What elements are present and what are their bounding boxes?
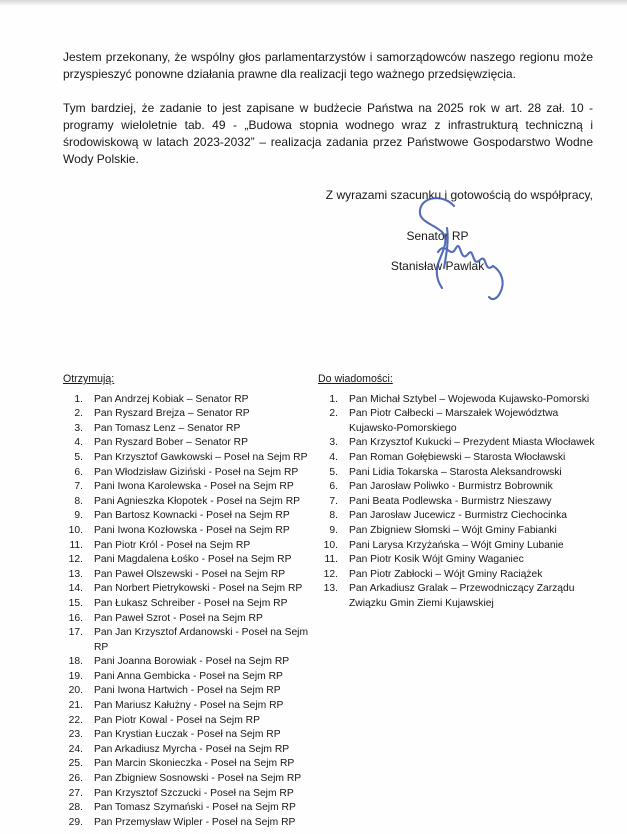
list-item-text: Pan Bartosz Kownacki - Poseł na Sejm RP — [94, 510, 290, 522]
recipients-column — [63, 372, 315, 830]
list-item-number: 14. — [68, 583, 83, 595]
list-item — [63, 816, 315, 831]
list-item — [318, 480, 600, 495]
list-item-number: 4. — [329, 451, 338, 463]
list-item — [63, 801, 315, 816]
list-item-number: 5. — [329, 466, 338, 478]
list-item-number: 26. — [68, 773, 83, 785]
list-item-text: Pan Michał Sztybel – Wojewoda Kujawsko-Pomorski — [349, 393, 590, 405]
list-item — [318, 393, 600, 408]
signer-title: Senator RP — [406, 229, 469, 243]
list-item — [63, 626, 315, 655]
list-item-number: 10. — [68, 524, 83, 536]
list-item-number: 20. — [68, 685, 83, 697]
list-item-text: Pan Mariusz Kałużny - Poseł na Sejm RP — [94, 700, 284, 712]
list-item-text: Pani Magdalena Łośko - Poseł na Sejm RP — [94, 554, 292, 566]
list-item-number: 8. — [74, 495, 83, 507]
list-item — [63, 743, 315, 758]
letter-paragraph-2: Tym bardziej, że zadanie to jest zapisane w budżecie Państwa na 2025 rok w art. 28 zał. 10 - programy wieloletnie tab. 49 - „Budowa stopnia wodnego wraz z infrastrukturą techniczną i środowiskową w latach 2023-2032” – realizacja zadania przez Państwowe Gospodarstwo Wodne Wody Polskie. — [63, 101, 593, 166]
list-item-number: 5. — [74, 451, 83, 463]
list-item-number: 12. — [323, 568, 338, 580]
list-item — [63, 539, 315, 554]
letter-paragraph-1: Jestem przekonany, że wspólny głos parlamentarzystów i samorządowców naszego regionu może przyspieszyć ponowne działania prawne dla realizacji tego ważnego przedsięwzięcia. — [63, 50, 593, 81]
scan-edge-artifact — [0, 0, 627, 6]
cc-list — [318, 393, 600, 612]
list-item-text: Pan Jan Krzysztof Ardanowski - Poseł na Sejm RP — [94, 627, 309, 653]
list-item-text: Pan Krzysztof Gawkowski – Poseł na Sejm RP — [94, 451, 308, 463]
list-item-text: Pan Zbigniew Sosnowski - Poseł na Sejm RP — [94, 773, 302, 785]
list-item-number: 13. — [68, 568, 83, 580]
list-item-number: 1. — [74, 393, 83, 405]
list-item — [318, 451, 600, 466]
list-item-text: Pan Jarosław Poliwko - Burmistrz Bobrownik — [349, 481, 553, 493]
list-item-number: 11. — [69, 539, 83, 551]
list-item — [63, 582, 315, 597]
list-item-text: Pan Krzysztof Szczucki - Poseł na Sejm RP — [94, 787, 294, 799]
recipients-title: Otrzymują: — [63, 373, 115, 385]
list-item — [63, 714, 315, 729]
list-item — [63, 655, 315, 670]
list-item — [63, 787, 315, 802]
list-item — [63, 699, 315, 714]
list-item-number: 1. — [329, 393, 338, 405]
list-item — [63, 466, 315, 481]
list-item — [318, 407, 600, 436]
list-item-number: 28. — [68, 802, 83, 814]
list-item — [63, 393, 315, 408]
list-item-number: 17. — [68, 627, 83, 639]
list-item — [63, 524, 315, 539]
list-item-text: Pan Piotr Zabłocki – Wójt Gminy Raciążek — [349, 568, 543, 580]
list-item-number: 3. — [74, 422, 83, 434]
list-item — [63, 568, 315, 583]
list-item-text: Pan Paweł Szrot - Poseł na Sejm RP — [94, 612, 263, 624]
list-item-text: Pani Joanna Borowiak - Poseł na Sejm RP — [94, 656, 290, 668]
list-item-text: Pan Arkadiusz Myrcha - Poseł na Sejm RP — [94, 743, 290, 755]
list-item-number: 18. — [68, 656, 83, 668]
list-item — [318, 466, 600, 481]
list-item-text: Pan Krystian Łuczak - Poseł na Sejm RP — [94, 729, 281, 741]
list-item-number: 2. — [74, 408, 83, 420]
handwritten-signature-icon — [392, 194, 518, 308]
list-item-text: Pan Roman Gołębiewski – Starosta Włocławski — [349, 451, 566, 463]
list-item — [63, 612, 315, 627]
list-item — [63, 407, 315, 422]
list-item-text: Pan Paweł Olszewski - Poseł na Sejm RP — [94, 568, 286, 580]
list-item-number: 6. — [329, 481, 338, 493]
list-item-text: Pani Agnieszka Kłopotek - Poseł na Sejm RP — [94, 495, 301, 507]
letter-closing-line: Z wyrazami szacunku i gotowością do współpracy, — [325, 188, 593, 202]
list-item-number: 12. — [68, 554, 83, 566]
list-item-text: Pani Iwona Hartwich - Poseł na Sejm RP — [94, 685, 281, 697]
list-item-number: 2. — [329, 408, 338, 420]
list-item-number: 9. — [74, 510, 83, 522]
list-item — [63, 436, 315, 451]
list-item-text: Pani Iwona Karolewska - Poseł na Sejm RP — [94, 481, 294, 493]
list-item-text: Pan Ryszard Bober – Senator RP — [94, 437, 248, 449]
list-item — [63, 495, 315, 510]
list-item-number: 13. — [323, 583, 338, 595]
list-item — [318, 582, 600, 611]
list-item-number: 22. — [68, 714, 83, 726]
list-item — [318, 436, 600, 451]
list-item-number: 7. — [329, 495, 338, 507]
signer-name: Stanisław Pawlak — [390, 259, 485, 273]
list-item-text: Pan Tomasz Lenz – Senator RP — [94, 422, 241, 434]
list-item — [63, 670, 315, 685]
list-item-number: 29. — [68, 816, 83, 828]
list-item — [63, 480, 315, 495]
list-item-text: Pan Norbert Pietrykowski - Poseł na Sejm RP — [94, 583, 303, 595]
list-item-number: 9. — [329, 524, 338, 536]
cc-title: Do wiadomości: — [318, 373, 393, 385]
list-item-number: 23. — [68, 729, 83, 741]
list-item-text: Pan Piotr Całbecki – Marszałek Województwa Kujawsko-Pomorskiego — [349, 408, 559, 434]
list-item-number: 10. — [323, 539, 338, 551]
list-item-number: 8. — [329, 510, 338, 522]
list-item — [63, 451, 315, 466]
list-item-text: Pan Arkadiusz Gralak – Przewodniczący Zarządu Związku Gmin Ziemi Kujawskiej — [349, 583, 575, 609]
list-item-number: 4. — [74, 437, 83, 449]
list-item-text: Pan Tomasz Szymański - Poseł na Sejm RP — [94, 802, 296, 814]
list-item-number: 21. — [68, 700, 83, 712]
list-item-text: Pan Andrzej Kobiak – Senator RP — [94, 393, 249, 405]
list-item-text: Pani Beata Podlewska - Burmistrz Nieszawy — [349, 495, 552, 507]
list-item-text: Pan Zbigniew Słomski – Wójt Gminy Fabianki — [349, 524, 557, 536]
list-item-text: Pan Piotr Król - Poseł na Sejm RP — [94, 539, 251, 551]
list-item-number: 6. — [74, 466, 83, 478]
list-item-number: 15. — [68, 597, 83, 609]
list-item — [318, 509, 600, 524]
list-item — [63, 597, 315, 612]
list-item-number: 16. — [68, 612, 83, 624]
list-item-number: 3. — [329, 437, 338, 449]
list-item-text: Pan Przemysław Wipler - Poseł na Sejm RP — [94, 816, 296, 828]
list-item — [63, 728, 315, 743]
cc-column — [318, 372, 600, 612]
list-item-text: Pani Anna Gembicka - Poseł na Sejm RP — [94, 670, 283, 682]
recipients-list — [63, 393, 315, 831]
list-item — [63, 684, 315, 699]
list-item-text: Pan Włodzisław Giziński - Poseł na Sejm RP — [94, 466, 299, 478]
list-item — [318, 553, 600, 568]
list-item-text: Pani Iwona Kozłowska - Poseł na Sejm RP — [94, 524, 290, 536]
list-item-number: 7. — [74, 481, 83, 493]
list-item-text: Pan Piotr Kowal - Poseł na Sejm RP — [94, 714, 260, 726]
list-item-number: 27. — [68, 787, 83, 799]
list-item — [63, 553, 315, 568]
list-item — [63, 509, 315, 524]
list-item-text: Pani Larysa Krzyżańska – Wójt Gminy Lubanie — [349, 539, 564, 551]
list-item-text: Pan Piotr Kosik Wójt Gminy Waganiec — [349, 554, 524, 566]
list-item-text: Pan Marcin Skonieczka - Poseł na Sejm RP — [94, 758, 295, 770]
list-item — [318, 539, 600, 554]
list-item — [63, 422, 315, 437]
list-item-text: Pan Krzysztof Kukucki – Prezydent Miasta Włocławek — [349, 437, 595, 449]
list-item-number: 19. — [68, 670, 83, 682]
list-item — [63, 772, 315, 787]
list-item-text: Pani Lidia Tokarska – Starosta Aleksandrowski — [349, 466, 562, 478]
list-item-text: Pan Łukasz Schreiber - Poseł na Sejm RP — [94, 597, 288, 609]
list-item-text: Pan Jarosław Jucewicz - Burmistrz Ciechocinka — [349, 510, 568, 522]
list-item-number: 24. — [68, 743, 83, 755]
list-item — [63, 757, 315, 772]
list-item — [318, 568, 600, 583]
list-item — [318, 524, 600, 539]
list-item-text: Pan Ryszard Brejza – Senator RP — [94, 408, 250, 420]
list-item — [318, 495, 600, 510]
list-item-number: 11. — [324, 554, 338, 566]
list-item-number: 25. — [68, 758, 83, 770]
